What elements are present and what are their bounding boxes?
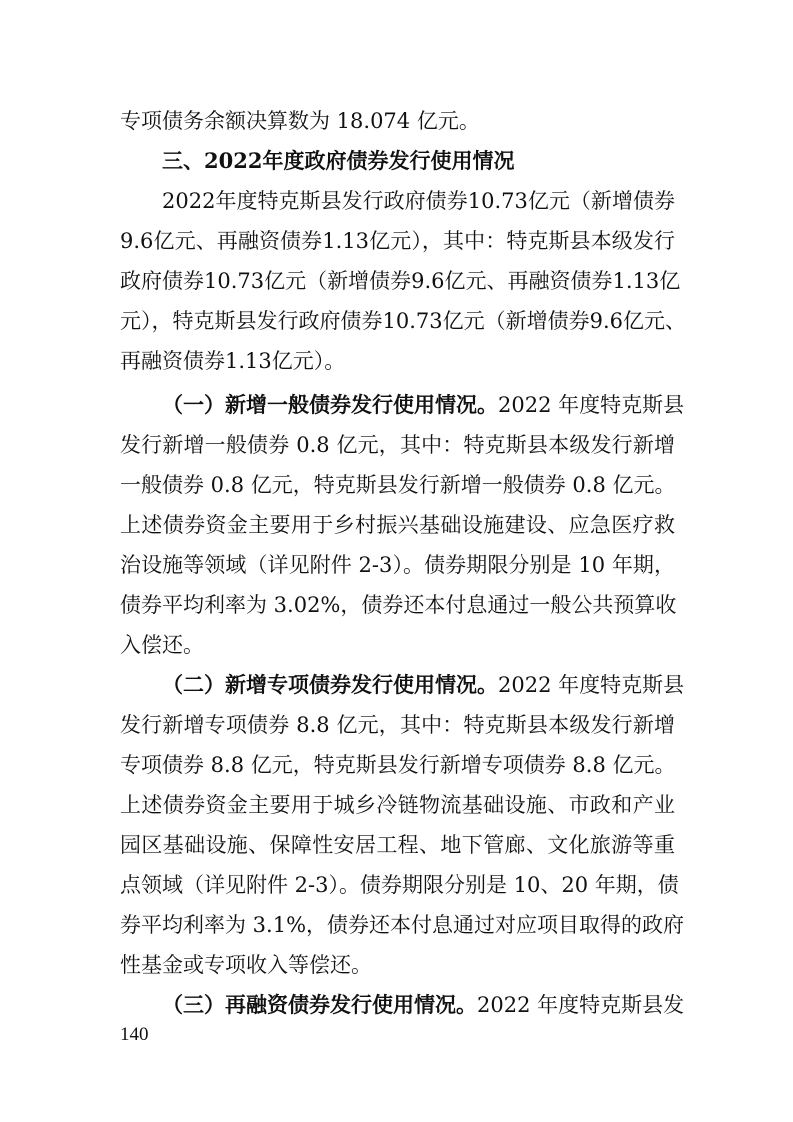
text-line: 园区基础设施、保障性安居工程、地下管廊、文化旅游等重 bbox=[120, 833, 675, 857]
text-line: 再融资债券1.13亿元）。 bbox=[120, 349, 346, 373]
subsection-title: （二）新增专项债券发行使用情况。 bbox=[162, 672, 498, 697]
text-line: 券平均利率为 3.1%，债券还本付息通过对应项目取得的政府 bbox=[120, 913, 685, 937]
text-line: 发行新增专项债券 8.8 亿元，其中：特克斯县本级发行新增 bbox=[120, 713, 675, 737]
text-span: 2022 年度特克斯县发 bbox=[477, 993, 685, 1017]
text-line: 入偿还。 bbox=[120, 633, 204, 657]
text-line: 性基金或专项收入等偿还。 bbox=[120, 953, 372, 977]
subsection-title: （一）新增一般债券发行使用情况。 bbox=[162, 392, 498, 417]
subsection-first-line bbox=[162, 990, 685, 1020]
text-line: 专项债券 8.8 亿元，特克斯县发行新增专项债券 8.8 亿元。 bbox=[120, 753, 676, 777]
section-heading: 三、2022年度政府债券发行使用情况 bbox=[162, 148, 515, 173]
text-line: 政府债券10.73亿元（新增债券9.6亿元、再融资债券1.13亿 bbox=[120, 269, 681, 293]
subsection-first-line bbox=[162, 670, 685, 700]
text-span: 2022 年度特克斯县 bbox=[498, 673, 685, 697]
text-line: 元），特克斯县发行政府债券10.73亿元（新增债券9.6亿元、 bbox=[120, 309, 687, 333]
text-span: 2022 年度特克斯县 bbox=[498, 393, 685, 417]
page-number: 140 bbox=[120, 1024, 149, 1045]
subsection-title: （三）再融资债券发行使用情况。 bbox=[162, 992, 477, 1017]
text-line: 点领域（详见附件 2-3）。债券期限分别是 10、20 年期，债 bbox=[120, 873, 679, 897]
text-line: 上述债券资金主要用于城乡冷链物流基础设施、市政和产业 bbox=[120, 793, 675, 817]
text-line: 发行新增一般债券 0.8 亿元，其中：特克斯县本级发行新增 bbox=[120, 433, 675, 457]
subsection-first-line bbox=[162, 390, 685, 420]
text-line: 上述债券资金主要用于乡村振兴基础设施建设、应急医疗救 bbox=[120, 513, 675, 537]
text-line: 专项债务余额决算数为 18.074 亿元。 bbox=[120, 109, 480, 133]
text-line: 2022年度特克斯县发行政府债券10.73亿元（新增债券 bbox=[162, 189, 675, 213]
text-line: 9.6亿元、再融资债券1.13亿元），其中：特克斯县本级发行 bbox=[120, 229, 675, 253]
text-line: 一般债券 0.8 亿元，特克斯县发行新增一般债券 0.8 亿元。 bbox=[120, 473, 676, 497]
text-line: 治设施等领域（详见附件 2-3）。债券期限分别是 10 年期， bbox=[120, 553, 675, 577]
text-line: 债券平均利率为 3.02%，债券还本付息通过一般公共预算收 bbox=[120, 593, 677, 617]
